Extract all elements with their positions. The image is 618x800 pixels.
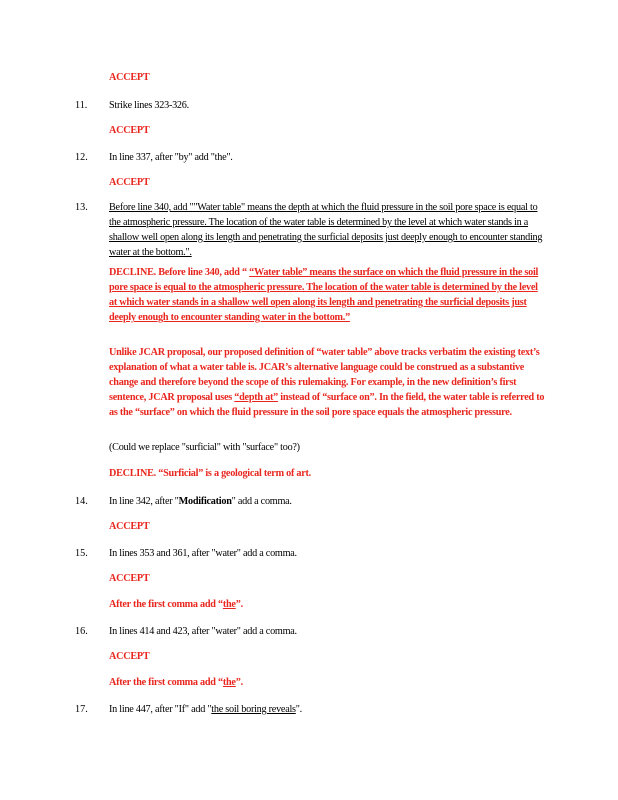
item-text: In lines 414 and 423, after "water" add a comma. xyxy=(109,626,297,637)
text-part: " add a comma. xyxy=(231,496,292,507)
decline-response: DECLINE. “Surficial” is a geological term of art. xyxy=(109,468,311,479)
additional-edit xyxy=(109,597,545,612)
question-text: (Could we replace "surficial" with "surface" too?) xyxy=(109,442,300,453)
bold-term: Modification xyxy=(178,496,232,507)
text-part: After the first comma add “ xyxy=(109,599,223,610)
explanation-underlined: “depth at” xyxy=(234,392,278,403)
decline-lead: DECLINE. Before line 340, add “ xyxy=(109,267,250,278)
underlined-word: the xyxy=(222,677,236,688)
accept-response: ACCEPT xyxy=(109,177,150,188)
text-part: ”. xyxy=(235,599,243,610)
decline-explanation xyxy=(109,345,545,420)
accept-response: ACCEPT xyxy=(109,651,150,662)
decline-definition: “Water table” means the surface on which the fluid pressure in the soil pore space is equal to the atmospheric pressure. The location of the water table is determined by the level at which water stands in a shallow well open along its length and penetrating the surficial deposits just deeply enough to encounter standing water in the bottom.” xyxy=(109,267,539,323)
accept-response: ACCEPT xyxy=(109,72,150,83)
item-text: Strike lines 323-326. xyxy=(109,100,189,111)
text-part: In line 447, after "If" add " xyxy=(109,704,212,715)
item-number: 11. xyxy=(75,100,88,111)
item-number: 16. xyxy=(75,626,88,637)
explanation-part: instead of “surface on”. In the field, the water table is referred to as the “surface” on which the fluid pressure in the soil pore space equals the atmospheric pressure. xyxy=(109,392,545,418)
decline-response xyxy=(109,265,545,325)
item-number: 17. xyxy=(75,704,88,715)
item-text xyxy=(109,200,545,260)
accept-response: ACCEPT xyxy=(109,521,150,532)
text-part: ". xyxy=(295,704,302,715)
explanation-part: Unlike JCAR proposal, our proposed definition of “water table” above tracks verbatim the existing text’s explanation of what a water table is. JCAR’s alternative language could be construed as a substantive change and therefore beyond the scope of this rulemaking. For example, in the new definition’s first sentence, JCAR proposal uses xyxy=(109,347,540,403)
item-number: 12. xyxy=(75,152,88,163)
item-text: In line 337, after "by" add "the". xyxy=(109,152,233,163)
item-number: 14. xyxy=(75,496,88,507)
underlined-word: the xyxy=(222,599,236,610)
additional-edit xyxy=(109,675,545,690)
accept-response: ACCEPT xyxy=(109,125,150,136)
item-text xyxy=(109,494,545,509)
item-text xyxy=(109,702,545,717)
item-text: In lines 353 and 361, after "water" add a comma. xyxy=(109,548,297,559)
text-part: In line 342, after " xyxy=(109,496,179,507)
item-number: 15. xyxy=(75,548,88,559)
proposed-definition: Before line 340, add ""Water table" means the depth at which the fluid pressure in the soil pore space is equal to the atmospheric pressure. The location of the water table is determined by the level at which water stands in a shallow well open along its length and penetrating the surficial deposits just deeply enough to encounter standing water at the bottom.". xyxy=(109,202,543,258)
underlined-phrase: the soil boring reveals xyxy=(211,704,296,715)
text-part: ”. xyxy=(235,677,243,688)
accept-response: ACCEPT xyxy=(109,573,150,584)
text-part: After the first comma add “ xyxy=(109,677,223,688)
item-number: 13. xyxy=(75,202,88,213)
